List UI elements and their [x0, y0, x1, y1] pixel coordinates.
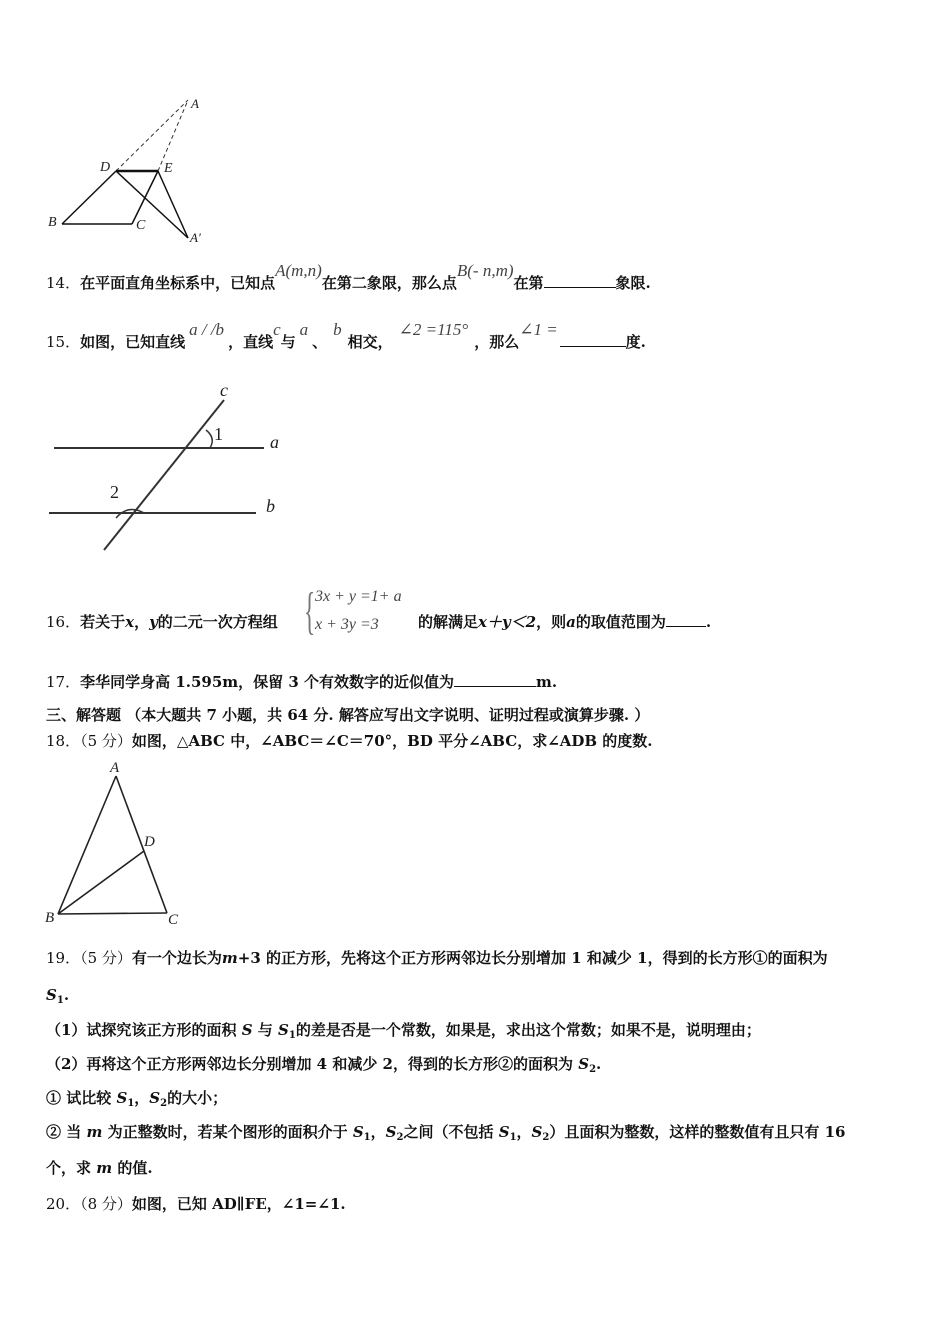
question-15: 15．如图，已知直线a / /b，直线c与a、b相交，∠2 =115°，那么∠1 =度.: [46, 320, 646, 351]
question-number: 17．: [46, 673, 81, 691]
question-17: 17．李华同学身高 1.595m，保留 3 个有效数字的近似值为 m.: [46, 673, 558, 691]
question-14: 14．在平面直角坐标系中，已知点A(m,n)在第二象限，那么点B(- n,m)在第 象限.: [46, 261, 651, 292]
question-number: 16．: [46, 613, 81, 631]
label-B: B: [45, 910, 55, 926]
question-19-sub1: ① 试比较 $S_1$，$S_2$的大小；: [46, 1089, 228, 1109]
answer-blank[interactable]: [666, 612, 706, 627]
section-heading: 三、解答题 （本大题共 7 小题，共 64 分. 解答应写出文字说明、证明过程或演算步骤. ）: [46, 706, 650, 724]
figure-triangle-abc: [40, 756, 190, 931]
line-c: [104, 400, 224, 550]
answer-blank[interactable]: [544, 273, 616, 288]
label-A: A: [110, 760, 120, 776]
angle-1-arc: [206, 430, 212, 448]
question-number: 15．: [46, 333, 81, 351]
label-b: b: [266, 496, 275, 516]
question-20: 20．（8 分）如图，已知 AD∥FE，∠1=∠1.: [46, 1195, 346, 1213]
label-angle-2: 2: [110, 482, 119, 502]
label-B: B: [48, 215, 57, 230]
question-number: 14．: [46, 274, 81, 292]
segment-BD: [62, 171, 116, 224]
question-16-cont: 的解满足x＋y＜2，则a的取值范围为 .: [418, 613, 712, 631]
question-16: 16．若关于x，y的二元一次方程组: [46, 613, 278, 631]
equation-2: x + 3y =3: [315, 616, 379, 633]
question-19-s1: $S_1$.: [46, 986, 70, 1006]
label-a: a: [270, 432, 279, 452]
equation-brace: {: [304, 583, 316, 640]
dashed-line-EA: [158, 100, 188, 171]
question-19: 19．（5 分）有一个边长为m+3 的正方形，先将这个正方形两邻边长分别增加 1 和减少 1，得到的长方形①的面积为: [46, 949, 828, 967]
equation-1: 3x + y =1+ a: [315, 588, 402, 605]
question-18: 18．（5 分）如图，△ABC 中，∠ABC＝∠C＝70°，BD 平分∠ABC，求∠ADB 的度数.: [46, 732, 653, 750]
question-number: 18．: [46, 732, 81, 750]
math-point-A: A(m,n): [275, 261, 322, 280]
segment-DA2: [116, 171, 188, 238]
label-C: C: [168, 912, 179, 928]
label-C: C: [136, 218, 146, 233]
dashed-line-DA: [116, 100, 188, 171]
segment-AC: [116, 776, 167, 913]
label-A-prime: A′: [190, 230, 201, 245]
segment-EA2: [158, 171, 188, 238]
question-19-part2: （2）再将这个正方形两邻边长分别增加 4 和减少 2，得到的长方形②的面积为 $S_2$.: [46, 1055, 602, 1075]
question-19-sub2: ② 当 m 为正整数时，若某个图形的面积介于 $S_1$，$S_2$之间（不包括 $S_1$，$S_2$）且面积为整数，这样的整数值有且只有 16: [46, 1123, 846, 1143]
figure-parallel-lines: [44, 378, 294, 558]
label-A: A: [191, 96, 199, 111]
label-D: D: [144, 834, 155, 850]
question-number: 19．: [46, 949, 81, 967]
question-19-part1: （1）试探究该正方形的面积 S 与 $S_1$的差是否是一个常数，如果是，求出这个常数；如果不是，说明理由；: [46, 1021, 761, 1041]
label-angle-1: 1: [214, 424, 223, 444]
label-E: E: [164, 161, 173, 176]
figure-triangle-fold: [40, 92, 230, 252]
answer-blank[interactable]: [454, 672, 536, 687]
question-19-sub2-cont: 个，求 m 的值.: [46, 1159, 153, 1177]
answer-blank[interactable]: [560, 332, 626, 347]
question-number: 20．: [46, 1195, 81, 1213]
segment-BC: [58, 913, 167, 914]
label-D: D: [100, 160, 111, 175]
math-point-B: B(- n,m): [456, 261, 514, 280]
label-c: c: [220, 380, 228, 400]
